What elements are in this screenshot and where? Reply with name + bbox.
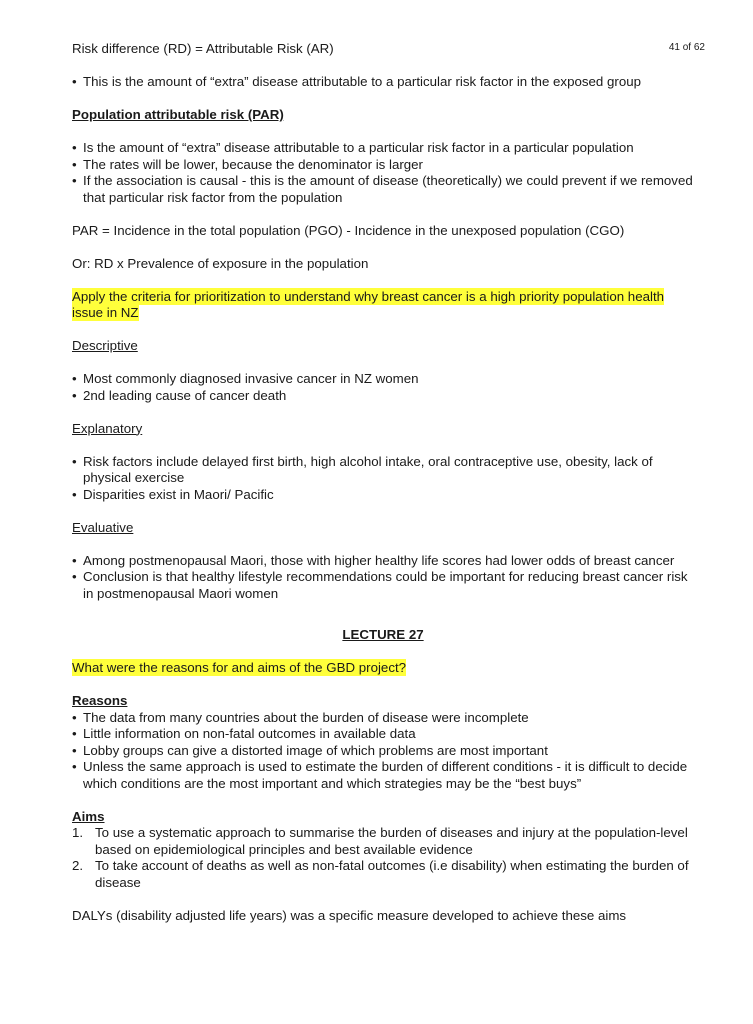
bullet-icon: • [72,552,77,568]
explanatory-bullets [72,454,694,504]
par-alt-formula: Or: RD x Prevalence of exposure in the population [72,255,369,271]
list-item: • The rates will be lower, because the denominator is larger [72,156,423,172]
bullet-icon: • [72,74,77,89]
list-item: • Is the amount of “extra” disease attributable to a particular risk factor in a particular population [72,140,634,155]
par-heading: Population attributable risk (PAR) [72,107,284,122]
list-item: • Unless the same approach is used to estimate the burden of different conditions - it is difficult to decide which conditions are the most important and which strategies may be the “best buys” [72,759,688,791]
list-item: • Little information on non-fatal outcomes in available data [72,726,416,741]
reasons-heading: Reasons [72,693,128,708]
page-content [72,41,694,924]
list-item: • 2nd leading cause of cancer death [72,387,287,403]
bullet-icon: • [72,453,77,469]
bullet-icon: • [72,759,77,774]
rd-heading: Risk difference (RD) = Attributable Risk (AR) [72,41,334,56]
bullet-icon: • [72,387,77,403]
aims-list [72,825,694,891]
reasons-bullets [72,710,694,793]
bullet-icon: • [72,742,77,758]
breast-cancer-question: Apply the criteria for prioritization to understand why breast cancer is a high priority population health issue in NZ [72,288,665,320]
list-item: 1. To use a systematic approach to summarise the burden of diseases and injury at the population-level based on epidemiological principles and best available evidence [72,825,688,857]
list-item: • If the association is causal - this is the amount of disease (theoretically) we could prevent if we removed that particular risk factor from the population [72,173,693,205]
evaluative-bullets [72,553,694,603]
list-item: • Most commonly diagnosed invasive cancer in NZ women [72,371,419,386]
bullet-icon: • [72,709,77,725]
dalys-text: DALYs (disability adjusted life years) was a specific measure developed to achieve these aims [72,907,627,923]
list-item: • Disparities exist in Maori/ Pacific [72,486,274,502]
list-item: 2. To take account of deaths as well as non-fatal outcomes (i.e disability) when estimating the burden of disease [72,858,689,890]
gbd-question: What were the reasons for and aims of the GBD project? [72,660,407,675]
par-bullets [72,140,694,206]
bullet-icon: • [72,371,77,386]
evaluative-heading: Evaluative [72,519,134,535]
bullet-icon: • [72,486,77,502]
bullet-icon: • [72,156,77,172]
list-item: • The data from many countries about the burden of disease were incomplete [72,709,529,725]
aims-heading: Aims [72,808,105,824]
bullet-icon: • [72,726,77,741]
rd-bullets [72,74,694,91]
list-item: • Among postmenopausal Maori, those with higher healthy life scores had lower odds of breast cancer [72,552,675,568]
descriptive-bullets [72,371,694,404]
par-formula: PAR = Incidence in the total population (PGO) - Incidence in the unexposed population (CGO) [72,222,625,238]
descriptive-heading: Descriptive [72,338,138,353]
lecture-title: LECTURE 27 [342,627,424,642]
list-item: • Lobby groups can give a distorted image of which problems are most important [72,742,548,758]
list-item: • Risk factors include delayed first birth, high alcohol intake, oral contraceptive use, obesity, lack of physical exercise [72,453,653,485]
list-item: • This is the amount of “extra” disease attributable to a particular risk factor in the exposed group [72,74,642,89]
explanatory-heading: Explanatory [72,420,143,436]
bullet-icon: • [72,569,77,584]
list-item: • Conclusion is that healthy lifestyle recommendations could be important for reducing breast cancer risk in postmenopausal Maori women [72,569,688,601]
bullet-icon: • [72,140,77,155]
page-number: 41 of 62 [668,42,705,53]
bullet-icon: • [72,173,77,188]
